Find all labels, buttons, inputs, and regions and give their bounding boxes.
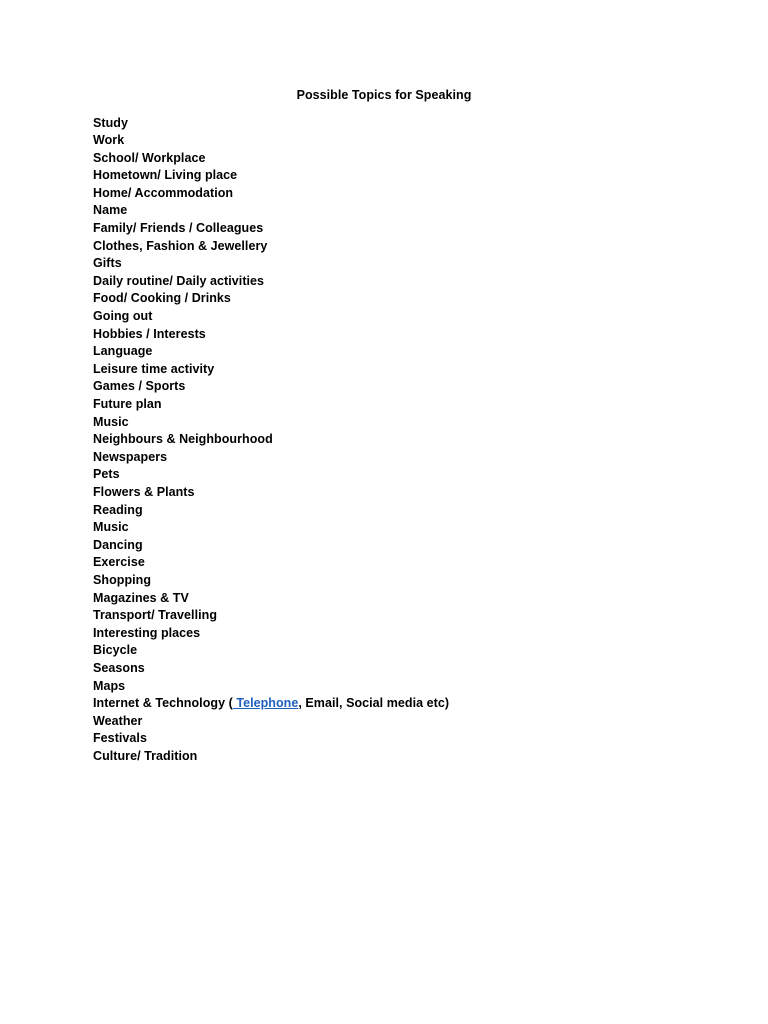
page-title: Possible Topics for Speaking [296,88,472,102]
topic-item: Music [93,414,129,429]
topic-item: Clothes, Fashion & Jewellery [93,238,268,253]
topic-item: Exercise [93,555,145,570]
internet-topic-suffix: , Email, Social media etc) [298,696,450,711]
topic-item: Neighbours & Neighbourhood [93,432,273,447]
topic-item: Newspapers [93,449,168,464]
topic-item: Music [93,520,129,535]
topic-item: Going out [93,309,153,324]
topic-item: Festivals [93,731,147,746]
topic-item: Name [93,203,128,218]
topic-item: Dancing [93,537,143,552]
topic-list [93,115,449,766]
topic-item: Work [93,133,125,148]
topic-item: Magazines & TV [93,590,189,605]
topic-item: Weather [93,713,143,728]
topic-item: Home/ Accommodation [93,185,234,200]
topic-item: Pets [93,467,120,482]
topic-item: Family/ Friends / Colleagues [93,221,264,236]
topic-item: Maps [93,678,126,693]
topic-item: Daily routine/ Daily activities [93,273,265,288]
topic-item-internet-technology [93,695,449,713]
topic-item: Flowers & Plants [93,484,195,499]
topic-item: Bicycle [93,643,138,658]
topic-item: Culture/ Tradition [93,748,198,763]
topic-item: Shopping [93,572,152,587]
topic-item: Hobbies / Interests [93,326,206,341]
topic-item: Leisure time activity [93,361,215,376]
topic-item: Gifts [93,256,122,271]
topic-item: Interesting places [93,625,201,640]
topic-item: Games / Sports [93,379,186,394]
topic-item: Seasons [93,660,145,675]
internet-topic-prefix: Internet & Technology ( [93,696,233,711]
telephone-link[interactable]: Telephone [232,696,299,711]
topic-item: Future plan [93,397,162,411]
topic-item: Reading [93,502,143,517]
topic-item: Food/ Cooking / Drinks [93,291,231,306]
topic-item: Hometown/ Living place [93,168,238,183]
topic-item: Language [93,344,153,359]
topic-item: Study [93,115,128,130]
topic-item: Transport/ Travelling [93,608,217,623]
topic-item: School/ Workplace [93,150,206,165]
